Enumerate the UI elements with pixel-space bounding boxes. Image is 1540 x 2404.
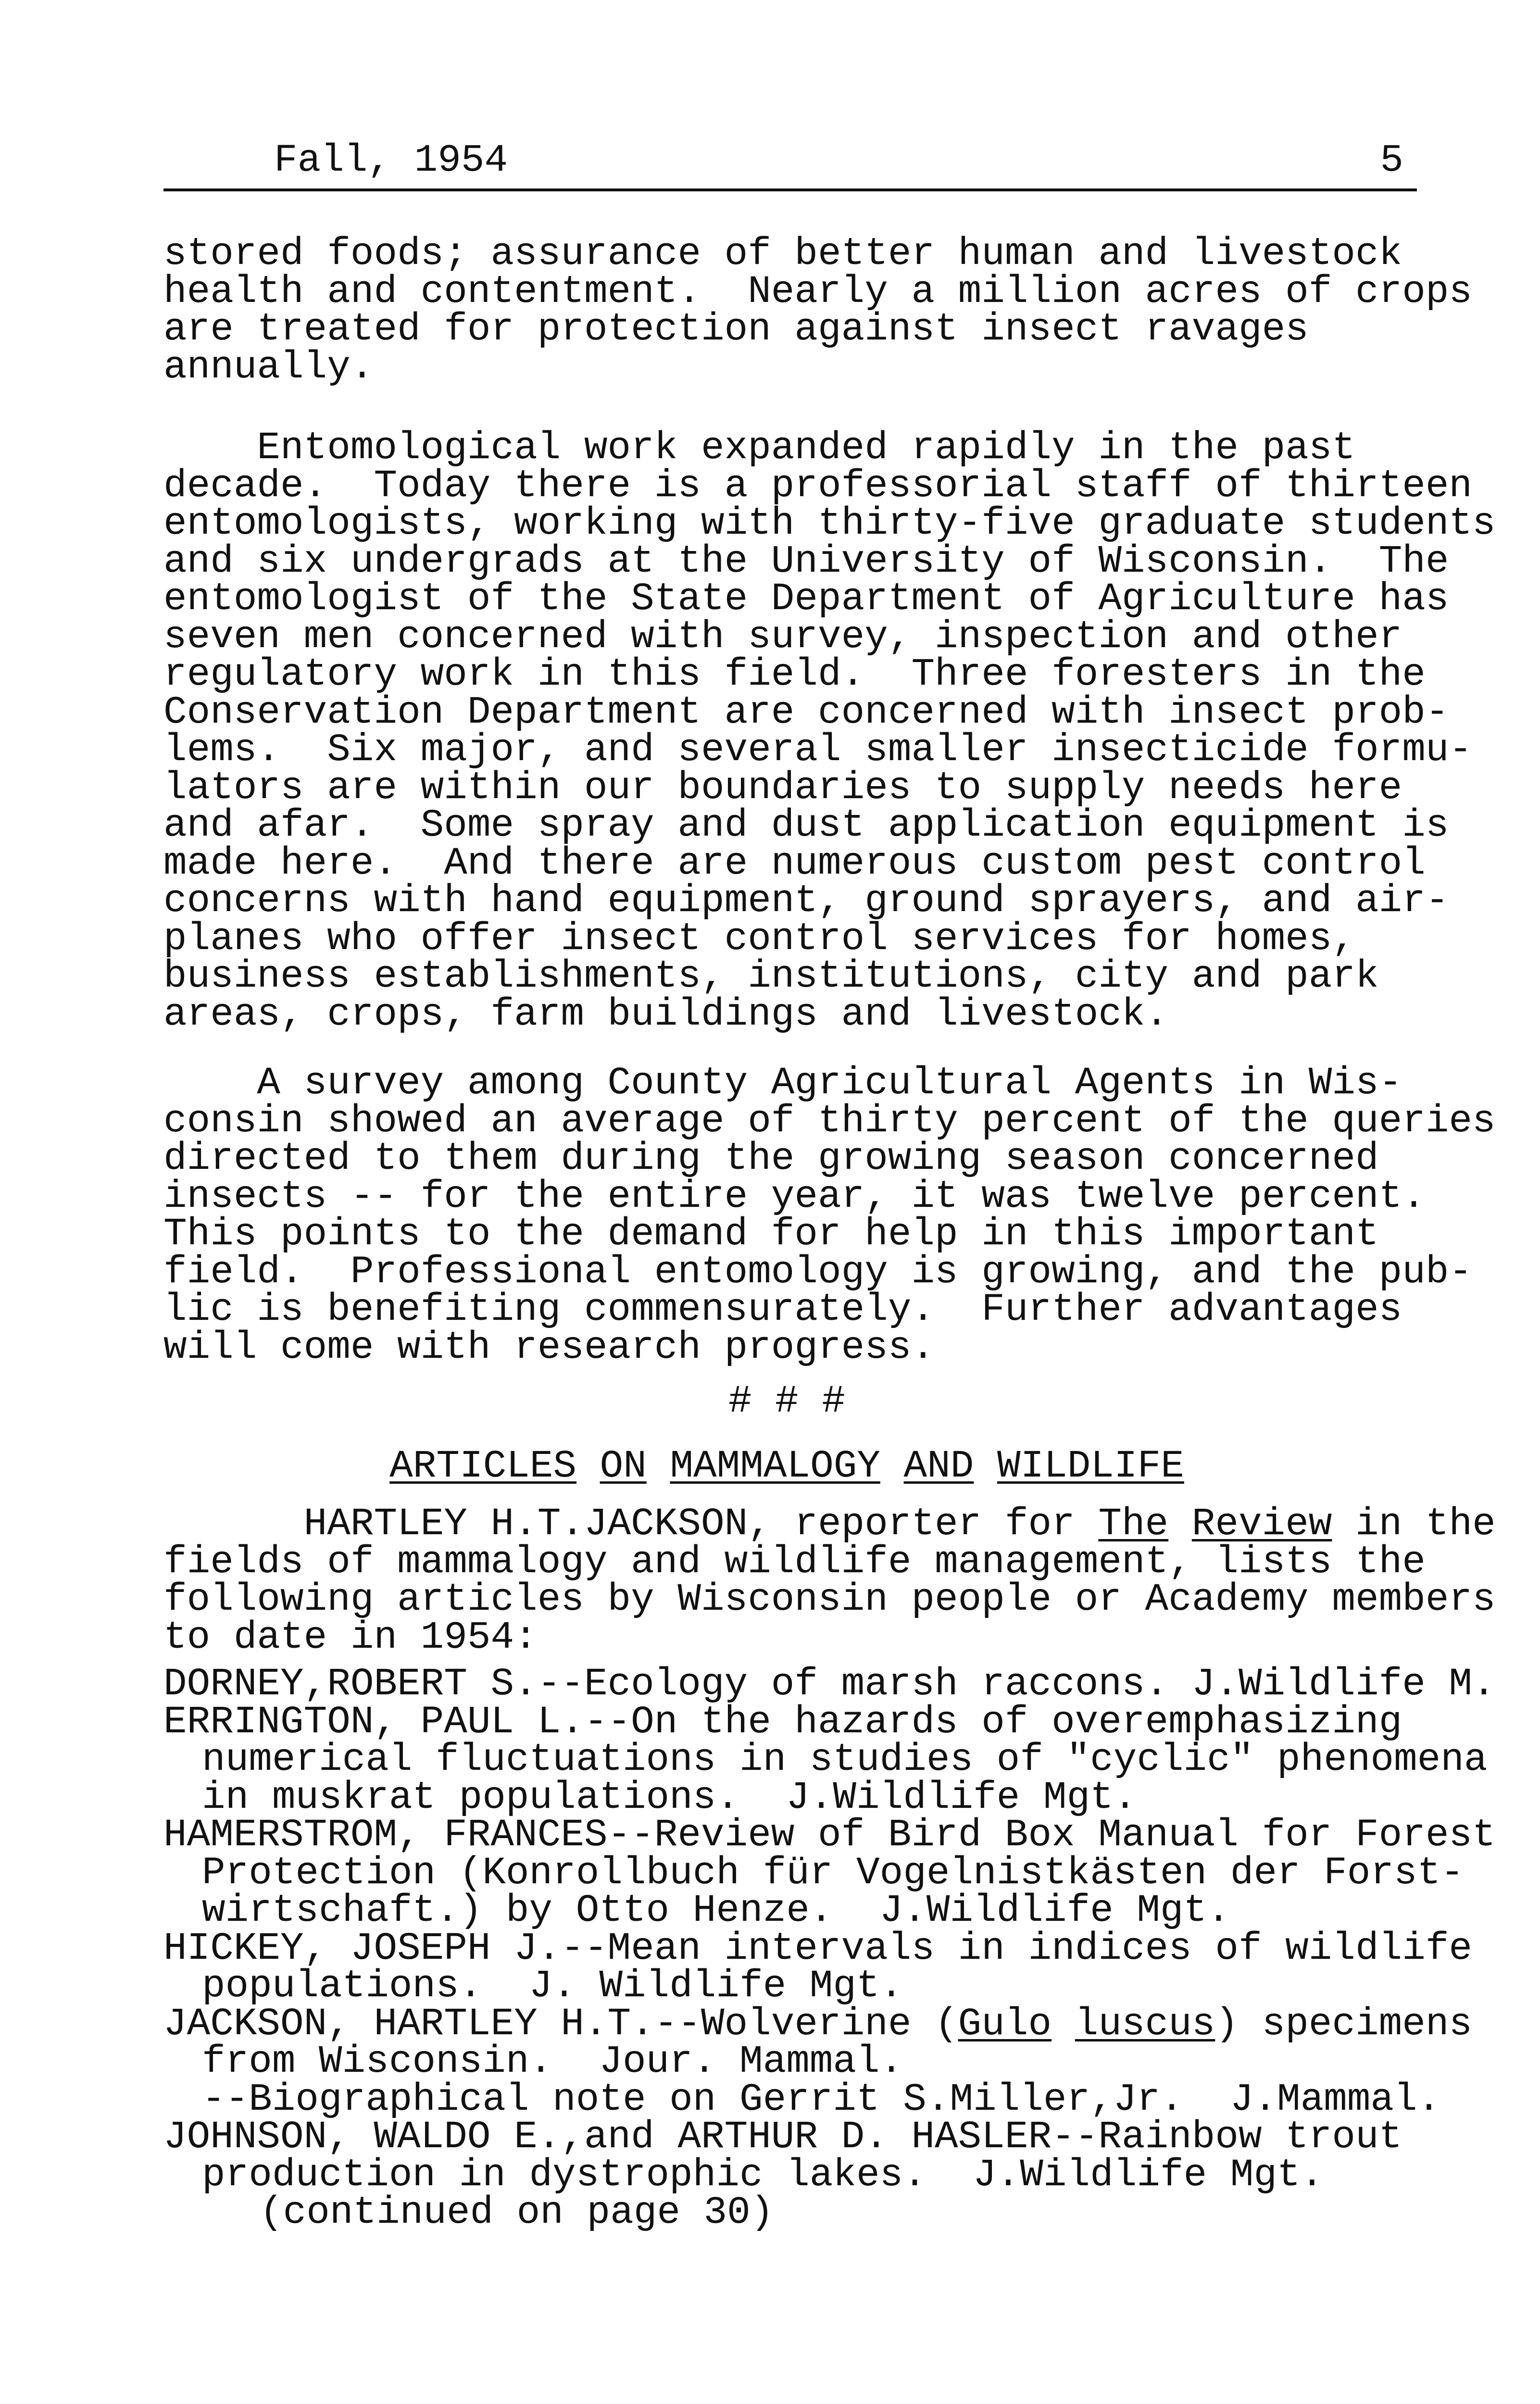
text-line: will come with research progress. [163, 1326, 935, 1370]
text-line: and six undergrads at the University of Wisconsin. The [163, 539, 1449, 584]
reference-continuation: wirtschaft.) by Otto Henze. J.Wildlife Mgt. [202, 1889, 1230, 1933]
text-line: field. Professional entomology is growing, and the pub- [163, 1250, 1473, 1294]
reference-continuation: --Biographical note on Gerrit S.Miller,Jr. J.Mammal. [202, 2078, 1441, 2122]
reference-continuation: Protection (Konrollbuch für Vogelnistkästen der Forst- [202, 1851, 1464, 1895]
paragraph-entomological-work [163, 426, 1496, 1037]
reference-continuation: in muskrat populations. J.Wildlife Mgt. [202, 1776, 1137, 1820]
text-line: health and contentment. Nearly a million acres of crops [163, 270, 1473, 314]
section-separator: # # # [728, 1380, 846, 1424]
text-line: seven men concerned with survey, inspection and other [163, 615, 1402, 659]
text-line: decade. Today there is a professorial staff of thirteen [163, 464, 1473, 508]
text-line: business establishments, institutions, city and park [163, 955, 1379, 999]
intro-text: in the [1332, 1502, 1496, 1546]
text-line: planes who offer insect control services for homes, [163, 917, 1356, 961]
reference-hamerstrom: HAMERSTROM, FRANCES--Review of Bird Box Manual for Forest [163, 1814, 1496, 1857]
text-line: are treated for protection against insect ravages [163, 308, 1309, 351]
text-line: and afar. Some spray and dust application equipment is [163, 804, 1449, 848]
text-line: to date in 1954: [163, 1615, 538, 1660]
text-line: regulatory work in this field. Three foresters in the [163, 653, 1426, 697]
reference-jackson [163, 2002, 1473, 2046]
continued-note: (continued on page 30) [260, 2191, 774, 2235]
intro-text [1168, 1502, 1192, 1546]
text-line: directed to them during the growing season concerned [163, 1137, 1379, 1181]
reference-hickey: HICKEY, JOSEPH J.--Mean intervals in indices of wildlife [163, 1927, 1473, 1971]
heading-word: WILDLIFE [997, 1445, 1184, 1489]
species-name: luscus [1075, 2002, 1215, 2046]
intro-text: HARTLEY H.T.JACKSON, reporter for [163, 1502, 1099, 1546]
text-line: fields of mammalogy and wildlife management, lists the [163, 1540, 1426, 1584]
text-line: areas, crops, farm buildings and livestock. [163, 992, 1169, 1037]
reference-continuation: production in dystrophic lakes. J.Wildlife Mgt. [202, 2153, 1324, 2197]
text-line: concerns with hand equipment, ground sprayers, and air- [163, 879, 1449, 923]
issue-date: Fall, 1954 [274, 139, 508, 183]
reference-text: ) specimens [1215, 2002, 1473, 2046]
publication-title: The [1098, 1502, 1169, 1546]
text-line: A survey among County Agricultural Agents in Wis- [163, 1062, 1402, 1105]
paragraph-stored-foods [163, 232, 1473, 389]
heading-word: AND [903, 1445, 974, 1489]
text-line: made here. And there are numerous custom pest control [163, 841, 1426, 886]
species-genus: Gulo [958, 2002, 1052, 2046]
reference-dorney: DORNEY,ROBERT S.--Ecology of marsh raccons. J.Wildlife M. [163, 1663, 1496, 1706]
section-heading [0, 1445, 1540, 1489]
text-line [163, 1502, 1496, 1546]
page-number: 5 [1380, 139, 1403, 183]
reference-text: JACKSON, HARTLEY H.T.--Wolverine ( [163, 2002, 958, 2046]
text-line: lems. Six major, and several smaller insecticide formu- [163, 728, 1473, 772]
page-header [163, 136, 1417, 191]
publication-title: Review [1191, 1502, 1332, 1546]
reference-continuation: populations. J. Wildlife Mgt. [202, 1965, 903, 2008]
heading-word: ON [600, 1445, 647, 1489]
heading-word: MAMMALOGY [670, 1445, 880, 1489]
text-line: entomologists, working with thirty-five graduate students [163, 502, 1496, 546]
heading-word: ARTICLES [389, 1445, 577, 1489]
text-line: annually. [163, 345, 374, 389]
text-line: stored foods; assurance of better human and livestock [163, 232, 1402, 276]
article-list [163, 1663, 1496, 2235]
paragraph-county-survey [163, 1062, 1496, 1370]
reference-continuation: from Wisconsin. Jour. Mammal. [202, 2040, 903, 2084]
reference-continuation: numerical fluctuations in studies of "cyclic" phenomena [202, 1738, 1488, 1782]
text-line: lic is benefiting commensurately. Further advantages [163, 1288, 1402, 1332]
reference-johnson: JOHNSON, WALDO E.,and ARTHUR D. HASLER--Rainbow trout [163, 2116, 1402, 2159]
text-line: Conservation Department are concerned with insect prob- [163, 690, 1449, 735]
text-line: entomologist of the State Department of Agriculture has [163, 577, 1449, 621]
text-line: insects -- for the entire year, it was twelve percent. [163, 1175, 1426, 1219]
text-line: This points to the demand for help in this important [163, 1213, 1379, 1256]
text-line: consin showed an average of thirty percent of the queries [163, 1099, 1496, 1143]
section-intro [163, 1502, 1496, 1660]
reference-errington: ERRINGTON, PAUL L.--On the hazards of overemphasizing [163, 1700, 1402, 1744]
text-line: following articles by Wisconsin people or Academy members [163, 1578, 1496, 1622]
text-line: Entomological work expanded rapidly in the past [163, 426, 1356, 470]
reference-text [1052, 2003, 1075, 2046]
text-line: lators are within our boundaries to supply needs here [163, 766, 1402, 810]
